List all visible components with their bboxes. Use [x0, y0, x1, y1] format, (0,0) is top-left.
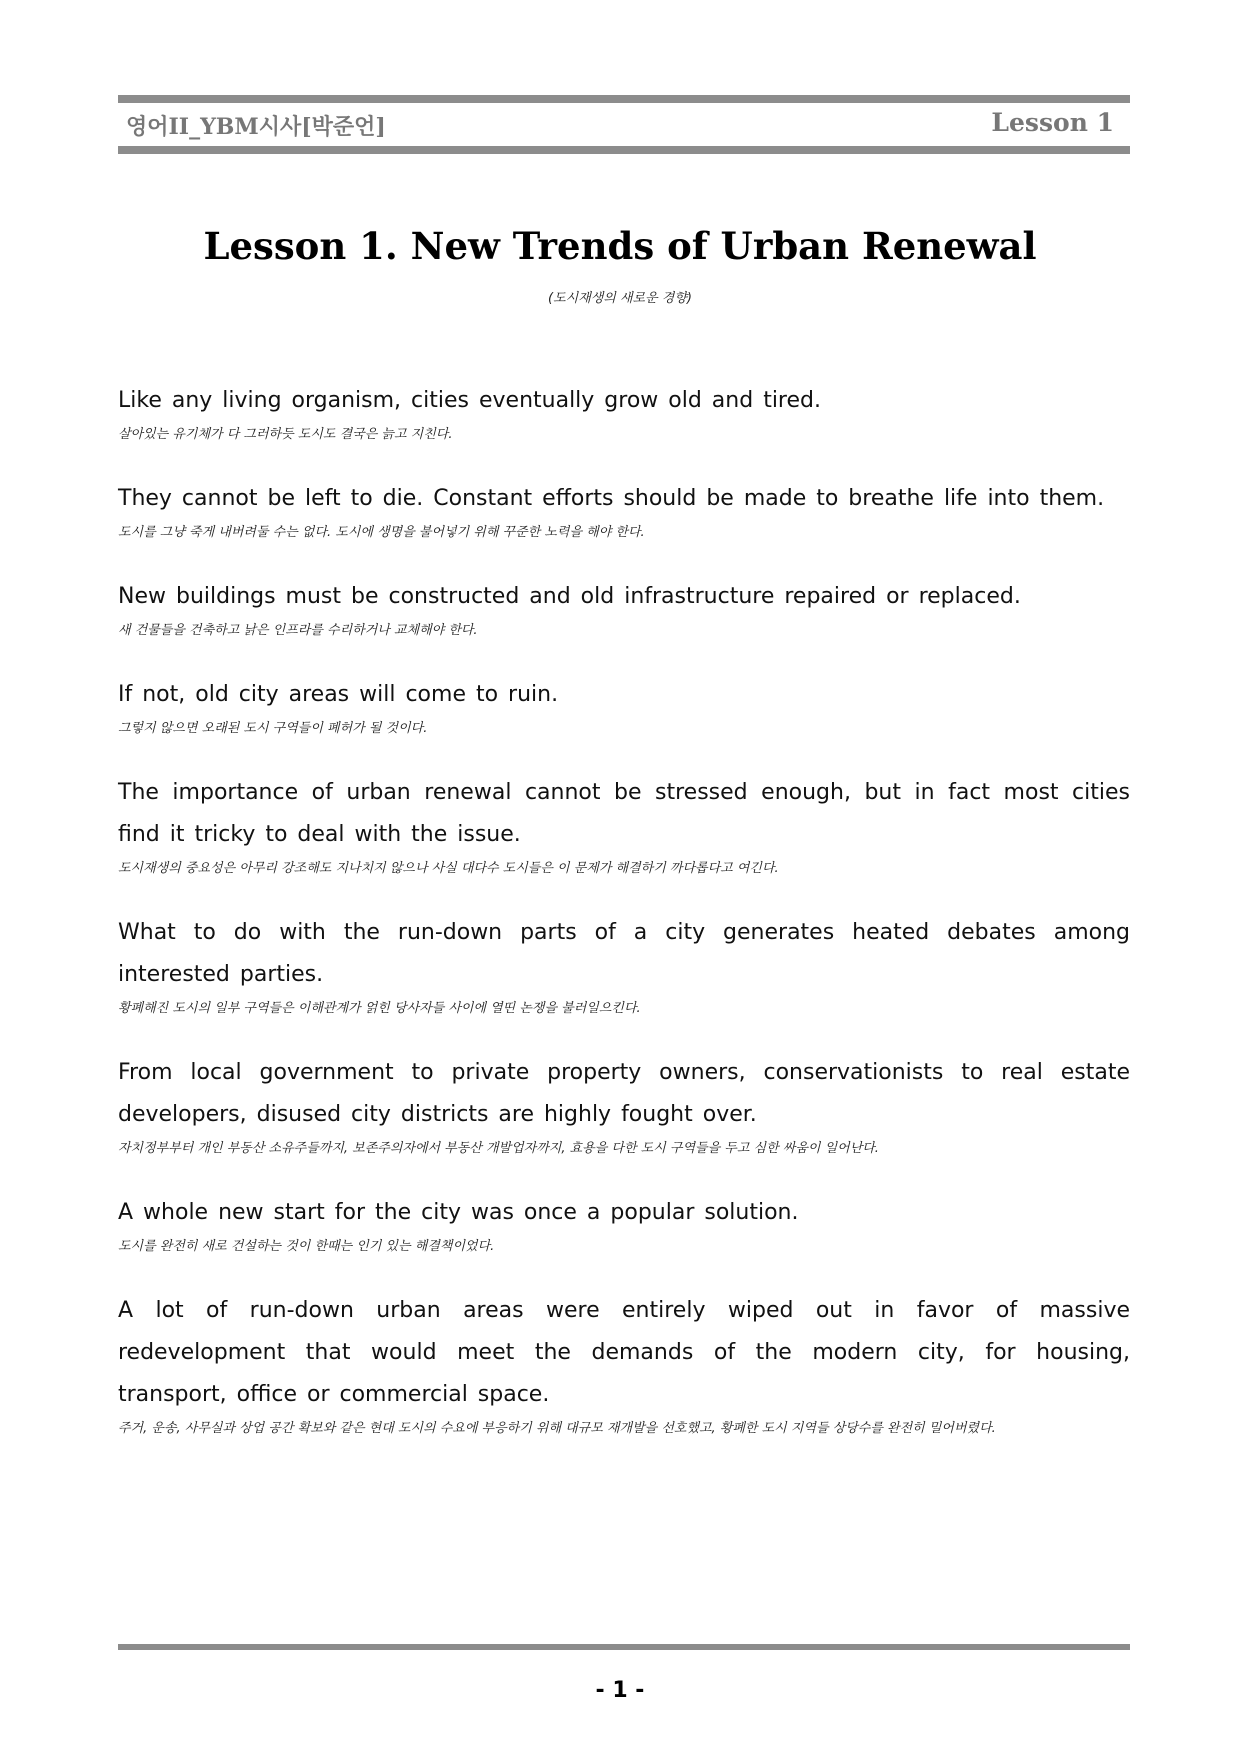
- lesson-content: [118, 380, 1130, 1472]
- header-course-label: 영어II_YBM시사[박준언]: [126, 114, 386, 140]
- header-bottom-rule: [118, 146, 1130, 154]
- footer-rule: [118, 1644, 1130, 1650]
- english-sentence: What to do with the run-down parts of a city generates heated debates among interested parties.: [118, 920, 1130, 987]
- sentence-pair: [118, 576, 1130, 642]
- sentence-pair: [118, 1192, 1130, 1258]
- sentence-pair: [118, 912, 1130, 1020]
- korean-translation: 도시를 완전히 새로 건설하는 것이 한때는 인기 있는 해결책이었다.: [118, 1239, 495, 1254]
- korean-translation: 주거, 운송, 사무실과 상업 공간 확보와 같은 현대 도시의 수요에 부응하기 위해 대규모 재개발을 선호했고, 황폐한 도시 지역들 상당수를 완전히 밀어버렸다.: [118, 1421, 996, 1436]
- sentence-pair: [118, 674, 1130, 740]
- header-top-rule: [118, 95, 1130, 103]
- english-sentence: A lot of run-down urban areas were entirely wiped out in favor of massive redevelopment that would meet the demands of the modern city, for housing, transport, office or commercial space.: [118, 1298, 1130, 1407]
- sentence-pair: [118, 380, 1130, 446]
- page-number: - 1 -: [595, 1678, 645, 1703]
- page-title: Lesson 1. New Trends of Urban Renewal: [203, 224, 1037, 268]
- english-sentence: Like any living organism, cities eventually grow old and tired.: [118, 388, 821, 413]
- english-sentence: The importance of urban renewal cannot be stressed enough, but in fact most cities find it tricky to deal with the issue.: [118, 780, 1130, 847]
- header-lesson-label: Lesson 1: [991, 108, 1114, 137]
- sentence-pair: [118, 1290, 1130, 1440]
- english-sentence: If not, old city areas will come to ruin.: [118, 682, 559, 707]
- korean-translation: 새 건물들을 건축하고 낡은 인프라를 수리하거나 교체해야 한다.: [118, 623, 478, 638]
- sentence-pair: [118, 772, 1130, 880]
- english-sentence: A whole new start for the city was once a popular solution.: [118, 1200, 799, 1225]
- korean-translation: 그렇지 않으면 오래된 도시 구역들이 폐허가 될 것이다.: [118, 721, 428, 736]
- korean-translation: 황폐해진 도시의 일부 구역들은 이해관계가 얽힌 당사자들 사이에 열띤 논쟁을 불러일으킨다.: [118, 1001, 641, 1016]
- korean-translation: 자치정부부터 개인 부동산 소유주들까지, 보존주의자에서 부동산 개발업자까지, 효용을 다한 도시 구역들을 두고 심한 싸움이 일어난다.: [118, 1141, 879, 1156]
- english-sentence: New buildings must be constructed and old infrastructure repaired or replaced.: [118, 584, 1021, 609]
- english-sentence: They cannot be left to die. Constant efforts should be made to breathe life into them.: [118, 486, 1105, 511]
- page-subtitle: (도시재생의 새로운 경향): [548, 291, 692, 306]
- korean-translation: 살아있는 유기체가 다 그러하듯 도시도 결국은 늙고 지친다.: [118, 427, 453, 442]
- sentence-pair: [118, 478, 1130, 544]
- english-sentence: From local government to private property owners, conservationists to real estate developers, disused city districts are highly fought over.: [118, 1060, 1130, 1127]
- sentence-pair: [118, 1052, 1130, 1160]
- korean-translation: 도시재생의 중요성은 아무리 강조해도 지나치지 않으나 사실 대다수 도시들은 이 문제가 해결하기 까다롭다고 여긴다.: [118, 861, 779, 876]
- korean-translation: 도시를 그냥 죽게 내버려둘 수는 없다. 도시에 생명을 불어넣기 위해 꾸준한 노력을 해야 한다.: [118, 525, 645, 540]
